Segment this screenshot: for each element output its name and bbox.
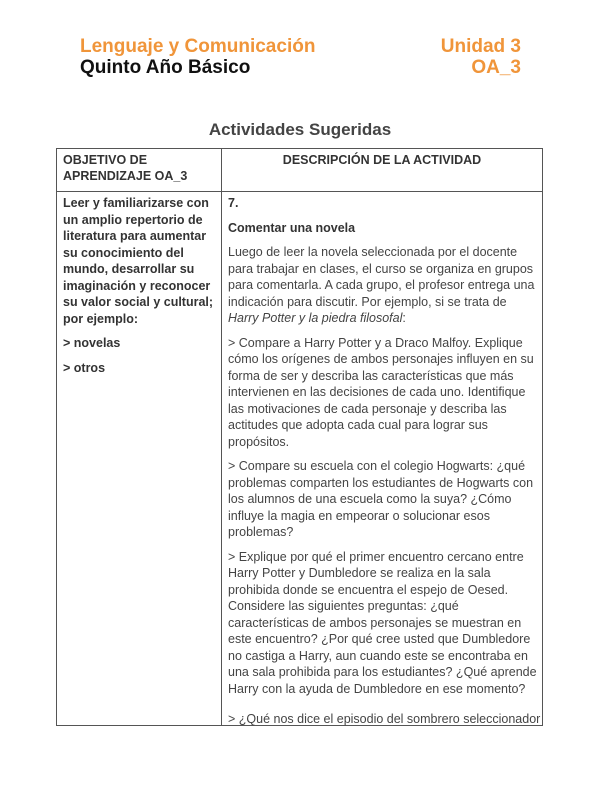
description-cell [228,195,541,726]
activity-prompt: > Explique por qué el primer encuentro cercano entre Harry Potter y Dumbledore se realiza en la sala prohibida donde se encuentra el espejo de Oesed. Considere las siguientes preguntas: ¿qué características de ambos personajes se muestran en este encuentro? ¿Por qué cree usted que Dumbledore no castiga a Harry, aun cuando este se encontraba en una sala prohibida para los estudiantes? ¿Qué aprende Harry con la ayuda de Dumbledore en ese momento? [228,549,537,696]
book-title: Harry Potter y la piedra filosofal [228,311,403,325]
activity-number: 7. [228,196,239,210]
intro-text: Luego de leer la novela seleccionada por el docente para trabajar en clases, el curso se organiza en grupos para comentarla. A cada grupo, el profesor entrega una indicación para discutir. Por ejemplo, si se trata de [228,245,535,309]
unit-label: Unidad 3 [440,36,521,57]
objective-item: > novelas [63,336,121,350]
activity-prompt: > ¿Qué nos dice el episodio del sombrero seleccionador [228,712,541,726]
intro-end: : [402,311,406,325]
objective-item: > otros [63,360,106,375]
objective-code: OA_3 [471,57,521,78]
column-divider [221,149,222,725]
grade-label: Quinto Año Básico [80,57,251,78]
section-title: Actividades Sugeridas [208,120,392,139]
header-row-divider [57,191,542,192]
header-description: DESCRIPCIÓN DE LA ACTIVIDAD [282,153,482,167]
header-objective: OBJETIVO DE APRENDIZAJE OA_3 [63,153,188,183]
subject-title: Lenguaje y Comunicación [80,36,316,57]
activities-table [56,148,543,726]
activity-title: Comentar una novela [228,220,356,235]
objective-cell [63,195,217,384]
page-header [80,36,521,78]
objective-text: Leer y familiarizarse con un amplio repertorio de literatura para aumentar su conocimiento del mundo, desarrollar su imaginación y reconocer su valor social y cultural; por ejemplo: [63,196,214,326]
activity-prompt: > Compare a Harry Potter y a Draco Malfoy. Explique cómo los orígenes de ambos personajes influyen en su forma de ser y describa las características que más intervienen en las decisiones de cada uno. Identifique las motivaciones de cada personaje y describa las actitudes que adopta cada cual para lograr sus propósitos. [228,335,534,449]
activity-prompt: > Compare su escuela con el colegio Hogwarts: ¿qué problemas comparten los estudiantes de Hogwarts con los alumnos de una escuela como la suya? ¿Cómo influye la magia en empeorar o solucionar esos problemas? [228,459,534,539]
activity-intro [228,244,538,327]
